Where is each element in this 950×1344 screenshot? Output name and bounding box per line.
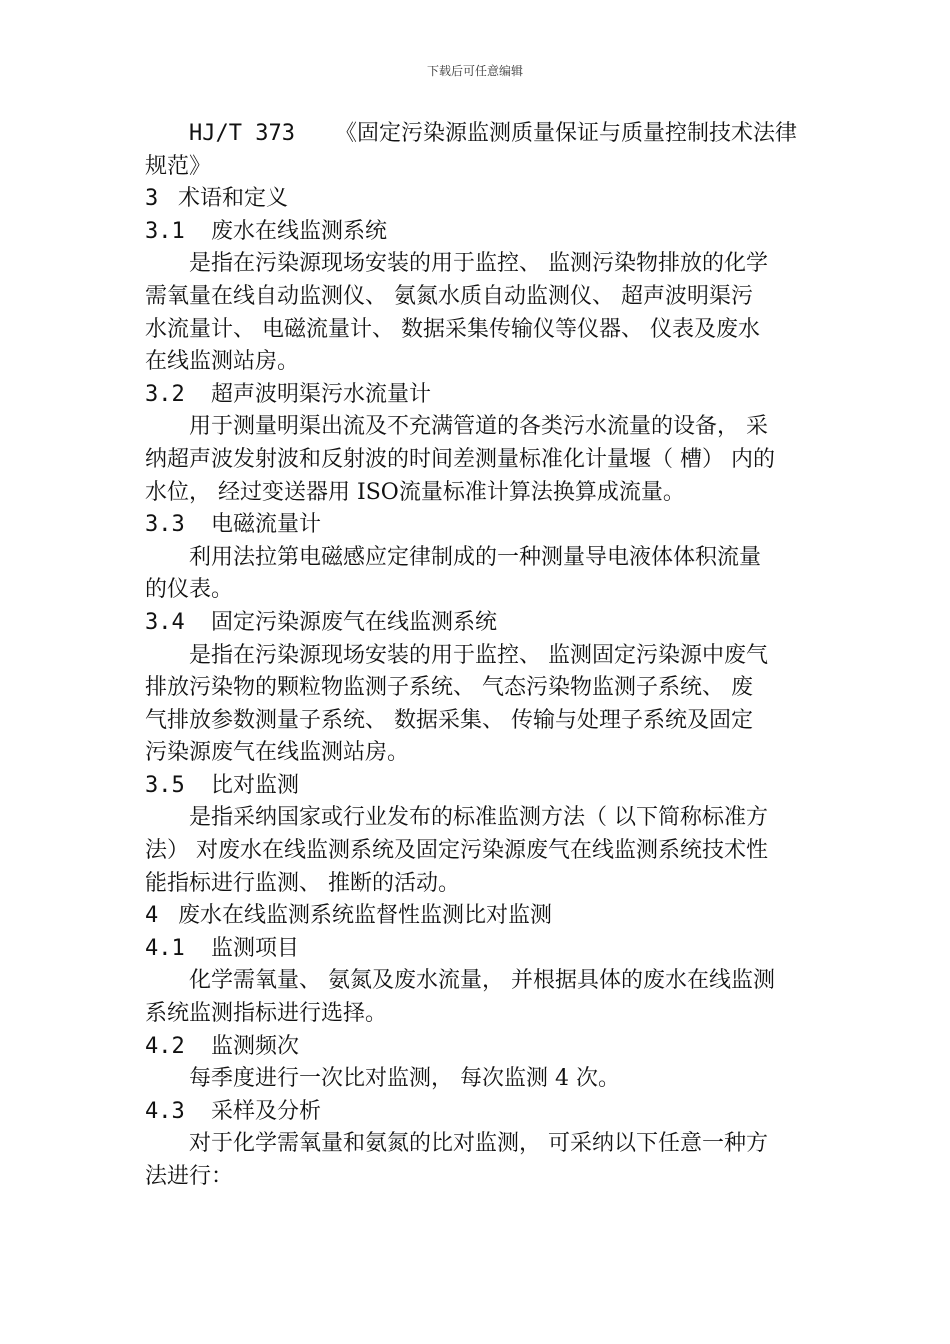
- section-4-1-heading: 4.1 监测项目: [145, 935, 300, 961]
- paragraph-line: 是指在污染源现场安装的用于监控、 监测污染物排放的化学: [189, 251, 768, 277]
- section-3-heading: 3 术语和定义: [145, 186, 289, 212]
- paragraph-line: 能指标进行监测、 推断的活动。: [145, 870, 460, 896]
- section-4-2-heading: 4.2 监测频次: [145, 1033, 300, 1059]
- section-3-1-heading: 3.1 废水在线监测系统: [145, 218, 388, 244]
- paragraph-line: 在线监测站房。: [145, 349, 300, 375]
- paragraph-line: 法进行：: [145, 1164, 234, 1189]
- paragraph-line: 法） 对废水在线监测系统及固定污染源废气在线监测系统技术性: [145, 838, 768, 864]
- paragraph-line: 污染源废气在线监测站房。: [145, 740, 410, 766]
- section-3-3-heading: 3.3 电磁流量计: [145, 512, 322, 538]
- standard-title: 《固定污染源监测质量保证与质量控制技术法律: [334, 121, 797, 146]
- reference-line-cont: 规范》: [145, 153, 212, 179]
- paragraph-line: 排放污染物的颗粒物监测子系统、 气态污染物监测子系统、 废: [145, 675, 753, 701]
- page-header: 下载后可任意编辑: [426, 64, 523, 78]
- paragraph-line: 的仪表。: [145, 577, 234, 603]
- paragraph-line: 纳超声波发射波和反射波的时间差测量标准化计量堰（ 槽） 内的: [145, 446, 775, 472]
- paragraph-line: 水位， 经过变送器用 ISO流量标准计算法换算成流量。: [145, 479, 685, 505]
- paragraph-line: 利用法拉第电磁感应定律制成的一种测量导电液体体积流量: [189, 544, 762, 570]
- section-3-4-heading: 3.4 固定污染源废气在线监测系统: [145, 609, 498, 635]
- paragraph-line: 化学需氧量、 氨氮及废水流量， 并根据具体的废水在线监测: [189, 968, 775, 994]
- paragraph-line: 气排放参数测量子系统、 数据采集、 传输与处理子系统及固定: [145, 707, 753, 733]
- paragraph-line: 水流量计、 电磁流量计、 数据采集传输仪等仪器、 仪表及废水: [145, 316, 760, 342]
- section-4-heading: 4 废水在线监测系统监督性监测比对监测: [145, 903, 553, 929]
- paragraph-line: 用于测量明渠出流及不充满管道的各类污水流量的设备， 采: [189, 414, 768, 440]
- paragraph-line: 是指在污染源现场安装的用于监控、 监测固定污染源中废气: [189, 642, 768, 668]
- paragraph-line: 系统监测指标进行选择。: [145, 1001, 388, 1027]
- paragraph-line: 是指采纳国家或行业发布的标准监测方法（ 以下简称标准方: [189, 805, 768, 831]
- section-3-5-heading: 3.5 比对监测: [145, 772, 300, 798]
- section-3-2-heading: 3.2 超声波明渠污水流量计: [145, 381, 432, 407]
- paragraph-line: 需氧量在线自动监测仪、 氨氮水质自动监测仪、 超声波明渠污: [145, 283, 753, 309]
- paragraph-line: 对于化学需氧量和氨氮的比对监测， 可采纳以下任意一种方: [189, 1131, 768, 1157]
- section-4-3-heading: 4.3 采样及分析: [145, 1098, 322, 1124]
- reference-line: [145, 118, 810, 151]
- paragraph-line: 每季度进行一次比对监测， 每次监测 4 次。: [189, 1066, 620, 1092]
- document-body: [145, 118, 810, 1194]
- standard-code: HJ/T 373: [189, 121, 295, 146]
